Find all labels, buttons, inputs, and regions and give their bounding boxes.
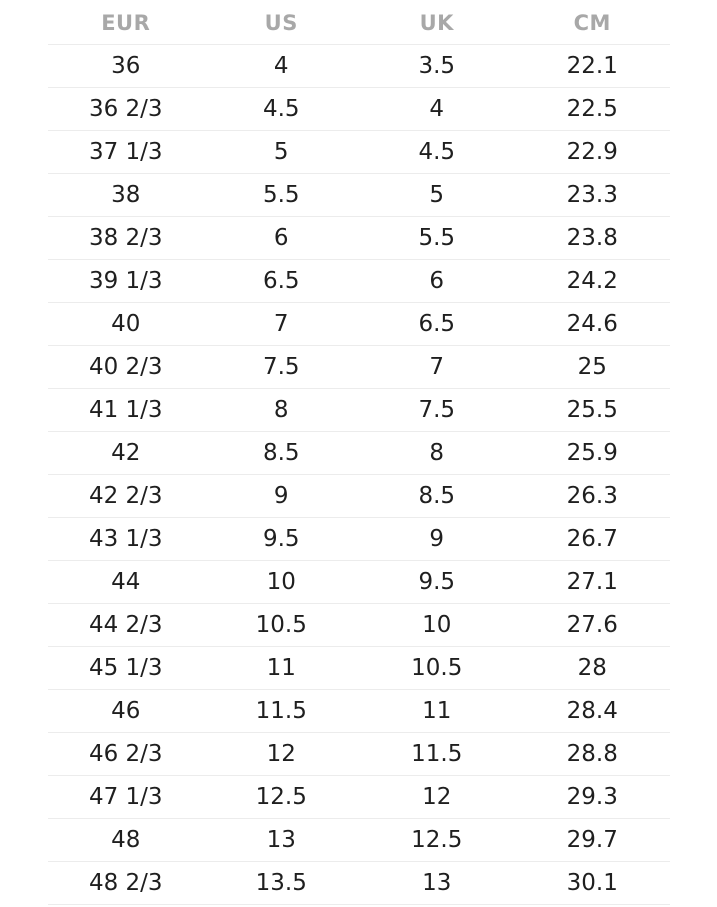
table-row — [48, 432, 670, 475]
table-row — [48, 389, 670, 432]
table-row — [48, 776, 670, 819]
cell-us: 12.5 — [204, 776, 360, 819]
cell-uk: 4 — [359, 88, 515, 131]
cell-eur: 44 — [48, 561, 204, 604]
table-row — [48, 131, 670, 174]
cell-us: 7 — [204, 303, 360, 346]
cell-us: 6.5 — [204, 260, 360, 303]
table-row — [48, 862, 670, 905]
table-row — [48, 647, 670, 690]
cell-eur: 36 — [48, 45, 204, 88]
cell-cm: 24.2 — [515, 260, 671, 303]
cell-eur: 40 2/3 — [48, 346, 204, 389]
cell-cm: 28.8 — [515, 733, 671, 776]
cell-uk: 12.5 — [359, 819, 515, 862]
cell-eur: 41 1/3 — [48, 389, 204, 432]
cell-uk: 12 — [359, 776, 515, 819]
cell-eur: 38 — [48, 174, 204, 217]
cell-uk: 9 — [359, 518, 515, 561]
cell-eur: 48 — [48, 819, 204, 862]
cell-cm: 22.9 — [515, 131, 671, 174]
cell-uk: 5.5 — [359, 217, 515, 260]
cell-cm: 26.7 — [515, 518, 671, 561]
cell-cm: 30.1 — [515, 862, 671, 905]
column-header-us: US — [204, 2, 360, 45]
table-row — [48, 303, 670, 346]
cell-cm: 24.6 — [515, 303, 671, 346]
cell-cm: 23.3 — [515, 174, 671, 217]
column-header-cm: CM — [515, 2, 671, 45]
cell-uk: 11.5 — [359, 733, 515, 776]
column-header-eur: EUR — [48, 2, 204, 45]
cell-cm: 25.5 — [515, 389, 671, 432]
cell-us: 4.5 — [204, 88, 360, 131]
cell-eur: 47 1/3 — [48, 776, 204, 819]
cell-uk: 9.5 — [359, 561, 515, 604]
cell-cm: 28.4 — [515, 690, 671, 733]
table-body — [48, 45, 670, 905]
table-row — [48, 217, 670, 260]
cell-us: 13.5 — [204, 862, 360, 905]
cell-uk: 10.5 — [359, 647, 515, 690]
cell-cm: 22.5 — [515, 88, 671, 131]
header-row — [48, 2, 670, 45]
cell-us: 13 — [204, 819, 360, 862]
table-row — [48, 604, 670, 647]
table-row — [48, 819, 670, 862]
cell-uk: 10 — [359, 604, 515, 647]
cell-uk: 7 — [359, 346, 515, 389]
table-row — [48, 88, 670, 131]
cell-eur: 45 1/3 — [48, 647, 204, 690]
table-row — [48, 518, 670, 561]
cell-us: 6 — [204, 217, 360, 260]
cell-eur: 44 2/3 — [48, 604, 204, 647]
cell-eur: 37 1/3 — [48, 131, 204, 174]
cell-us: 7.5 — [204, 346, 360, 389]
cell-eur: 46 2/3 — [48, 733, 204, 776]
cell-cm: 29.7 — [515, 819, 671, 862]
cell-uk: 11 — [359, 690, 515, 733]
cell-uk: 4.5 — [359, 131, 515, 174]
cell-cm: 25 — [515, 346, 671, 389]
cell-uk: 8.5 — [359, 475, 515, 518]
cell-us: 8.5 — [204, 432, 360, 475]
table-row — [48, 690, 670, 733]
table-row — [48, 561, 670, 604]
cell-us: 8 — [204, 389, 360, 432]
cell-uk: 6 — [359, 260, 515, 303]
cell-cm: 25.9 — [515, 432, 671, 475]
cell-us: 9.5 — [204, 518, 360, 561]
cell-cm: 26.3 — [515, 475, 671, 518]
cell-cm: 29.3 — [515, 776, 671, 819]
cell-cm: 27.6 — [515, 604, 671, 647]
table-row — [48, 260, 670, 303]
cell-cm: 27.1 — [515, 561, 671, 604]
cell-eur: 42 — [48, 432, 204, 475]
table-row — [48, 174, 670, 217]
cell-us: 12 — [204, 733, 360, 776]
cell-cm: 22.1 — [515, 45, 671, 88]
cell-us: 4 — [204, 45, 360, 88]
cell-us: 5.5 — [204, 174, 360, 217]
cell-us: 10.5 — [204, 604, 360, 647]
table-header — [48, 2, 670, 45]
cell-cm: 23.8 — [515, 217, 671, 260]
cell-uk: 13 — [359, 862, 515, 905]
cell-uk: 6.5 — [359, 303, 515, 346]
cell-us: 11 — [204, 647, 360, 690]
cell-uk: 3.5 — [359, 45, 515, 88]
table-row — [48, 733, 670, 776]
cell-us: 5 — [204, 131, 360, 174]
cell-eur: 42 2/3 — [48, 475, 204, 518]
cell-uk: 8 — [359, 432, 515, 475]
cell-eur: 36 2/3 — [48, 88, 204, 131]
cell-us: 9 — [204, 475, 360, 518]
cell-eur: 43 1/3 — [48, 518, 204, 561]
size-conversion-table — [48, 2, 670, 905]
cell-uk: 5 — [359, 174, 515, 217]
column-header-uk: UK — [359, 2, 515, 45]
cell-us: 11.5 — [204, 690, 360, 733]
table-row — [48, 45, 670, 88]
cell-uk: 7.5 — [359, 389, 515, 432]
cell-cm: 28 — [515, 647, 671, 690]
cell-eur: 38 2/3 — [48, 217, 204, 260]
cell-us: 10 — [204, 561, 360, 604]
cell-eur: 46 — [48, 690, 204, 733]
table-row — [48, 346, 670, 389]
cell-eur: 40 — [48, 303, 204, 346]
cell-eur: 39 1/3 — [48, 260, 204, 303]
cell-eur: 48 2/3 — [48, 862, 204, 905]
table-row — [48, 475, 670, 518]
